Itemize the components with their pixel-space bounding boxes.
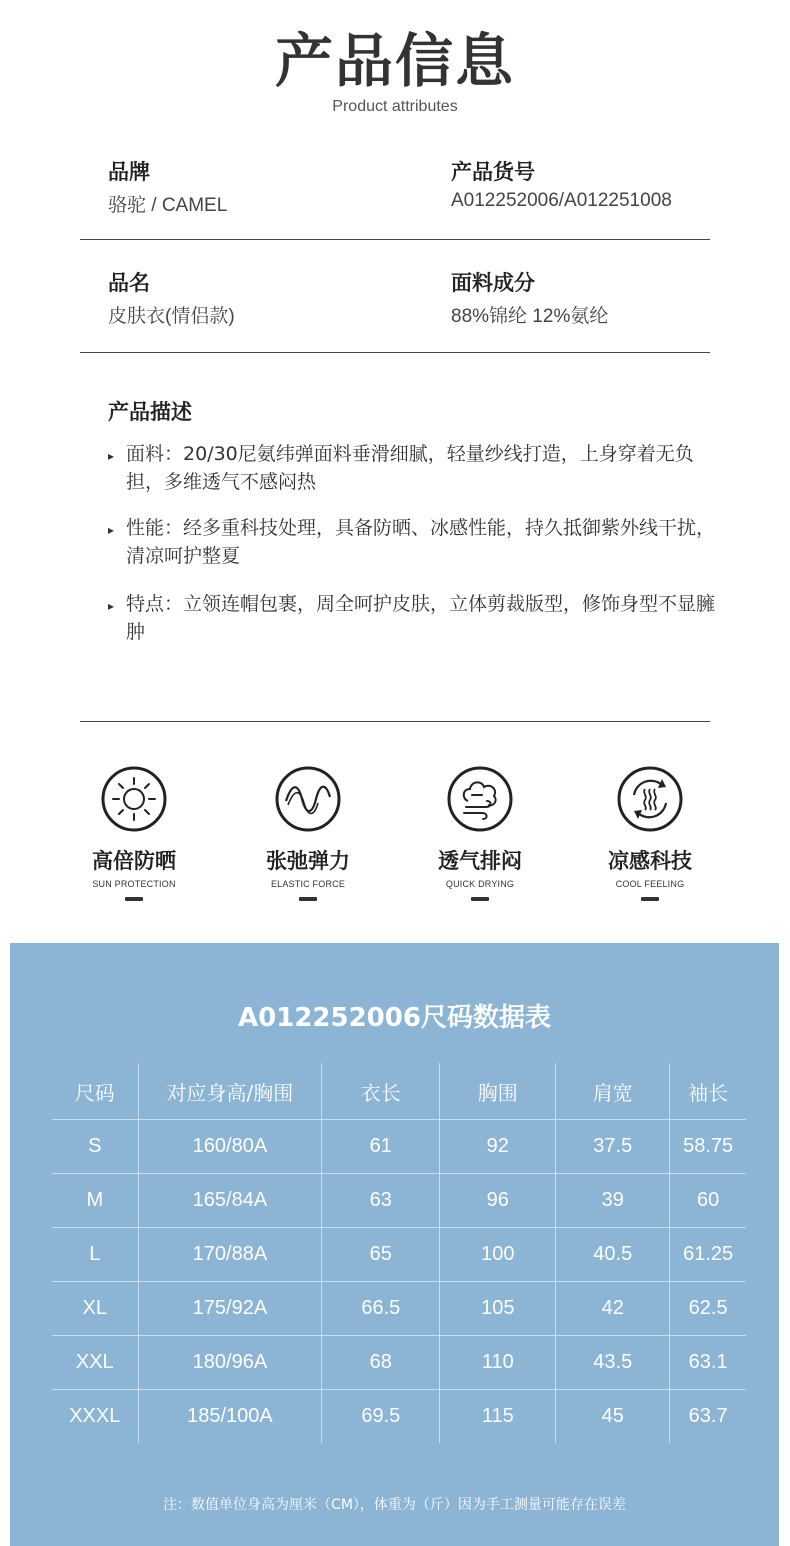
- table-cell: 69.5: [322, 1390, 440, 1444]
- table-cell: 92: [440, 1120, 556, 1174]
- column-header: 袖长: [670, 1063, 746, 1120]
- table-cell: 105: [440, 1282, 556, 1336]
- attribute-sku-label: 产品货号: [451, 160, 535, 184]
- table-cell: 170/88A: [138, 1228, 322, 1282]
- page-subtitle: Product attributes: [332, 98, 458, 115]
- column-header: 胸围: [440, 1063, 556, 1120]
- size-chart-note: 注：数值单位身高为厘米（CM），体重为（斤）因为手工测量可能存在误差: [163, 1497, 626, 1513]
- table-cell: 68: [322, 1336, 440, 1390]
- feature-english-label: COOL FEELING: [615, 879, 685, 889]
- table-cell: 61.25: [670, 1228, 746, 1282]
- column-header: 尺码: [52, 1063, 138, 1120]
- airflow-icon: [446, 765, 514, 833]
- table-cell: 165/84A: [138, 1174, 322, 1228]
- table-cell: L: [52, 1228, 138, 1282]
- table-row: [52, 1336, 746, 1390]
- table-cell: XXL: [52, 1336, 138, 1390]
- divider: [80, 352, 710, 353]
- table-cell: 110: [440, 1336, 556, 1390]
- attribute-sku-value: A012252006/A012251008: [451, 190, 672, 211]
- table-row: [52, 1120, 746, 1174]
- table-cell: XXXL: [52, 1390, 138, 1444]
- cooling-icon: [616, 765, 684, 833]
- table-cell: 61: [322, 1120, 440, 1174]
- attribute-brand-label: 品牌: [108, 160, 150, 184]
- attribute-name-value: 皮肤衣(情侣款): [108, 306, 235, 327]
- table-cell: 42: [556, 1282, 670, 1336]
- feature-cool-feeling: [570, 765, 730, 901]
- description-item: [108, 440, 718, 496]
- table-cell: 115: [440, 1390, 556, 1444]
- table-row: [52, 1174, 746, 1228]
- feature-dash: [471, 897, 489, 901]
- table-cell: 160/80A: [138, 1120, 322, 1174]
- table-cell: 175/92A: [138, 1282, 322, 1336]
- attribute-fabric-label: 面料成分: [451, 271, 535, 295]
- feature-elastic-force: [228, 765, 388, 901]
- table-cell: 62.5: [670, 1282, 746, 1336]
- column-header: 对应身高/胸围: [138, 1063, 322, 1120]
- table-cell: S: [52, 1120, 138, 1174]
- table-cell: 37.5: [556, 1120, 670, 1174]
- feature-dash: [299, 897, 317, 901]
- description-title: 产品描述: [108, 400, 192, 424]
- feature-sun-protection: [54, 765, 214, 901]
- description-text: 性能：经多重科技处理，具备防晒、冰感性能，持久抵御紫外线干扰，清凉呵护整夏: [126, 517, 716, 567]
- table-header-row: [52, 1063, 746, 1120]
- column-header: 肩宽: [556, 1063, 670, 1120]
- table-row: [52, 1390, 746, 1444]
- table-cell: 60: [670, 1174, 746, 1228]
- table-cell: 65: [322, 1228, 440, 1282]
- feature-dash: [125, 897, 143, 901]
- table-cell: XL: [52, 1282, 138, 1336]
- page-title: 产品信息: [274, 27, 515, 95]
- table-cell: 63.7: [688, 1405, 728, 1427]
- feature-label: 高倍防晒: [92, 849, 176, 873]
- bullet-icon: ▸: [108, 449, 115, 463]
- feature-quick-drying: [400, 765, 560, 901]
- table-cell: 100: [440, 1228, 556, 1282]
- table-cell: 96: [440, 1174, 556, 1228]
- table-cell: 58.75: [670, 1120, 746, 1174]
- table-cell: 45: [556, 1390, 670, 1444]
- column-header: 衣长: [322, 1063, 440, 1120]
- description-item: [108, 514, 718, 570]
- divider: [80, 721, 710, 722]
- size-table: [52, 1063, 746, 1443]
- table-cell: 63: [322, 1174, 440, 1228]
- table-row: [52, 1282, 746, 1336]
- feature-label: 透气排闷: [438, 849, 522, 873]
- table-row: [52, 1228, 746, 1282]
- table-cell: 39: [556, 1174, 670, 1228]
- divider: [80, 239, 710, 240]
- feature-english-label: ELASTIC FORCE: [270, 879, 346, 889]
- table-cell: 43.5: [556, 1336, 670, 1390]
- attribute-name-label: 品名: [108, 271, 150, 295]
- attribute-fabric-value: 88%锦纶 12%氨纶: [451, 306, 609, 327]
- elastic-wave-icon: [274, 765, 342, 833]
- attribute-brand-value: 骆驼 / CAMEL: [108, 195, 228, 216]
- table-cell: 63.1: [670, 1336, 746, 1390]
- table-cell: 40.5: [556, 1228, 670, 1282]
- size-chart-panel: [10, 943, 779, 1546]
- feature-label: 凉感科技: [608, 849, 692, 873]
- bullet-icon: ▸: [108, 599, 115, 613]
- bullet-icon: ▸: [108, 523, 115, 537]
- size-chart-title: A012252006尺码数据表: [238, 1003, 551, 1033]
- table-cell: 185/100A: [138, 1390, 322, 1444]
- feature-english-label: SUN PROTECTION: [92, 879, 176, 889]
- feature-label: 张弛弹力: [266, 849, 350, 873]
- table-cell: 180/96A: [138, 1336, 322, 1390]
- description-text: 特点：立领连帽包裹，周全呵护皮肤，立体剪裁版型，修饰身型不显臃肿: [126, 593, 716, 643]
- sun-icon: [100, 765, 168, 833]
- table-cell: 66.5: [322, 1282, 440, 1336]
- description-item: [108, 590, 718, 646]
- feature-dash: [641, 897, 659, 901]
- table-cell: M: [52, 1174, 138, 1228]
- feature-english-label: QUICK DRYING: [445, 879, 515, 889]
- description-text: 面料：20/30尼氨纬弹面料垂滑细腻，轻量纱线打造，上身穿着无负担，多维透气不感闷热: [126, 443, 694, 493]
